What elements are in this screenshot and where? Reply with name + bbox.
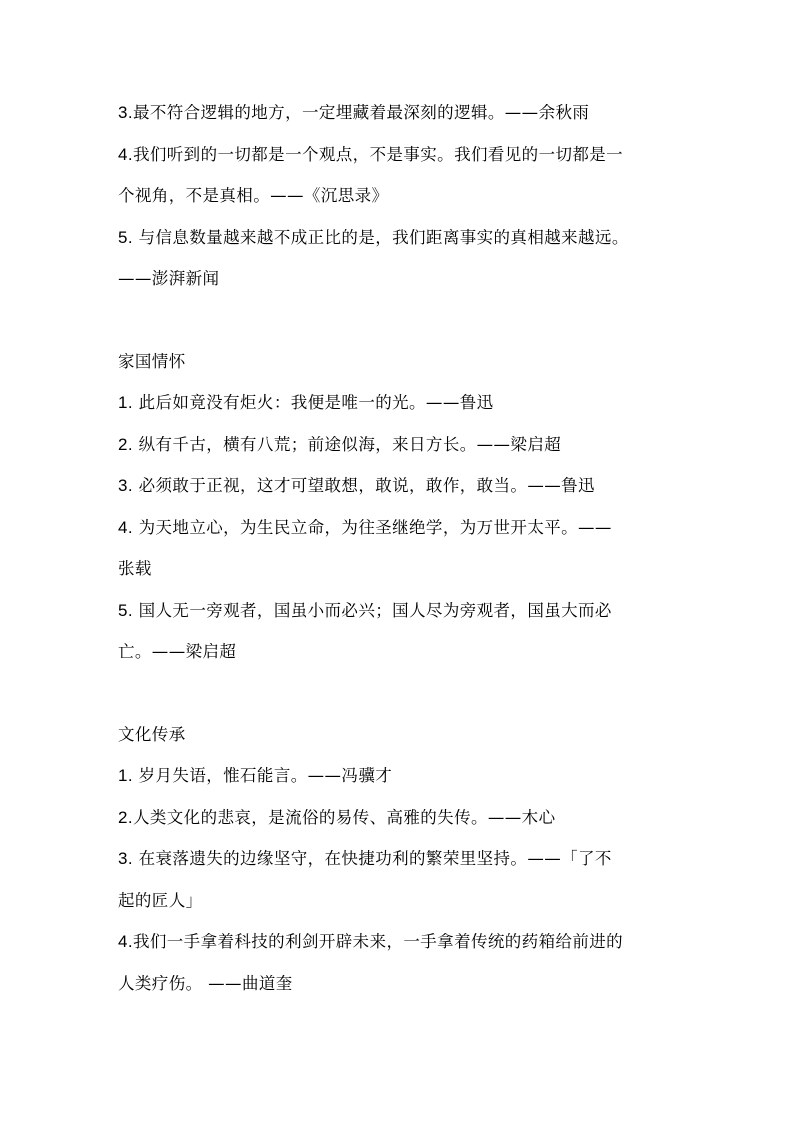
quote-line: 4.我们听到的一切都是一个观点，不是事实。我们看见的一切都是一 [118, 144, 624, 164]
section-heading: 文化传承 [118, 724, 186, 744]
quote-line: 1. 此后如竟没有炬火：我便是唯一的光。——鲁迅 [118, 393, 494, 412]
quote-line: 5. 与信息数量越来越不成正比的是，我们距离事实的真相越来越远。 [118, 227, 629, 247]
quote-line: 2. 纵有千古，横有八荒；前途似海，来日方长。——梁启超 [118, 434, 562, 454]
quote-line: 2.人类文化的悲哀，是流俗的易传、高雅的失传。——木心 [118, 807, 556, 827]
section-logic-truth [118, 103, 678, 289]
quote-line-continued: 张载 [118, 559, 152, 578]
quote-line: 5. 国人无一旁观者，国虽小而必兴；国人尽为旁观者，国虽大而必 [118, 600, 612, 620]
quote-line: 4. 为天地立心，为生民立命，为往圣继绝学，为万世开太平。—— [118, 517, 612, 537]
quote-line: 3. 在衰落遗失的边缘坚守，在快捷功利的繁荣里坚持。——「了不 [118, 849, 612, 868]
section-spacer [118, 684, 678, 725]
quote-line: 3.最不符合逻辑的地方，一定埋藏着最深刻的逻辑。——余秋雨 [118, 103, 590, 122]
quote-line-continued: 人类疗伤。 ——曲道奎 [118, 973, 293, 993]
quote-line-continued: ——澎湃新闻 [118, 269, 220, 288]
section-patriotism [118, 352, 678, 663]
quote-line: 3. 必须敢于正视，这才可望敢想，敢说，敢作，敢当。——鲁迅 [118, 476, 595, 495]
quote-line-continued: 起的匠人」 [118, 890, 203, 910]
section-spacer [118, 311, 678, 352]
quote-line: 1. 岁月失语，惟石能言。——冯骥才 [118, 766, 393, 785]
document-page [118, 103, 678, 1015]
quote-line-continued: 亡。——梁启超 [118, 642, 237, 661]
section-cultural-heritage [118, 725, 678, 994]
quote-line: 4.我们一手拿着科技的利剑开辟未来，一手拿着传统的药箱给前进的 [118, 932, 624, 951]
quote-line-continued: 个视角，不是真相。——《沉思录》 [118, 186, 389, 205]
section-heading: 家国情怀 [118, 351, 186, 371]
